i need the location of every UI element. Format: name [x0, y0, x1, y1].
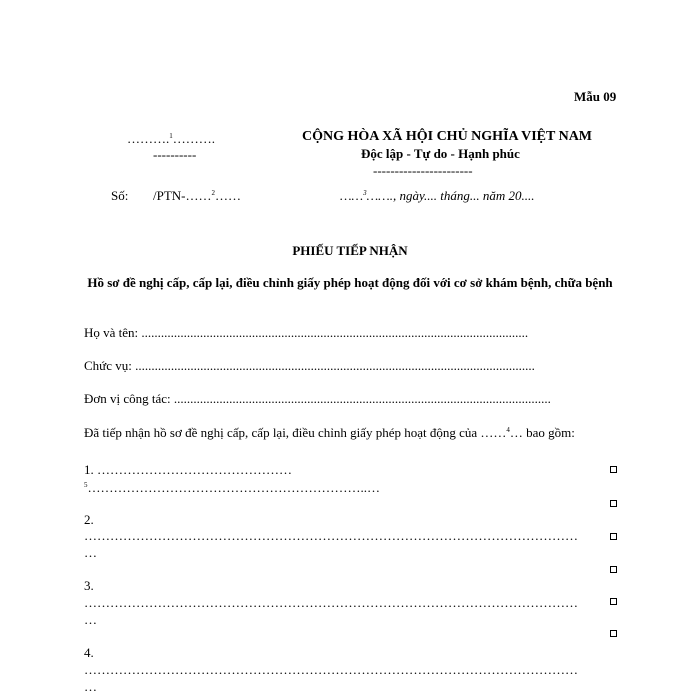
country-name: CỘNG HÒA XÃ HỘI CHỦ NGHĨA VIỆT NAM [302, 129, 593, 144]
document-title: PHIẾU TIẾP NHẬN [292, 243, 408, 258]
number-label: Số: [111, 188, 129, 203]
field-workplace: Đơn vị công tác: .................................................................................................................... [84, 391, 551, 406]
footnote-3: 3 [363, 189, 367, 197]
document-subtitle: Hồ sơ đề nghị cấp, cấp lại, điều chỉnh giấy phép hoạt động đối với cơ sở khám bệnh, chữa bệnh [87, 275, 613, 290]
footnote-2: 2 [211, 189, 215, 197]
list-item-1-line1: 1. ……………………………………… [84, 462, 292, 477]
footnote-4: 4 [506, 426, 510, 434]
list-item-4-line1: …………………………………………………………………………………………………… [84, 662, 578, 677]
date-line: ……$^3$……., ngày.... tháng... năm 20.... [340, 188, 535, 203]
footnote-5: 5 [84, 481, 88, 489]
footnote-1: 1 [169, 132, 173, 140]
checkbox-2[interactable] [610, 500, 617, 507]
motto: Độc lập - Tự do - Hạnh phúc [361, 146, 520, 161]
checkbox-6[interactable] [610, 630, 617, 637]
list-item-3-line2: … [84, 612, 97, 627]
list-item-2-line2: … [84, 545, 97, 560]
list-item-3-line1: …………………………………………………………………………………………………… [84, 595, 578, 610]
received-statement: Đã tiếp nhận hồ sơ đề nghị cấp, cấp lại, điều chỉnh giấy phép hoạt động của ……$^4$… bao gồm: [84, 425, 575, 440]
list-item-4-number: 4. [84, 645, 94, 660]
field-full-name: Họ và tên: ....................................................................................................................... [84, 325, 529, 340]
list-item-2-line1: …………………………………………………………………………………………………… [84, 528, 578, 543]
list-item-3-number: 3. [84, 578, 94, 593]
motto-underline: ----------------------- [373, 163, 473, 178]
checkbox-3[interactable] [610, 533, 617, 540]
list-item-4-line2: … [84, 679, 97, 694]
list-item-2-number: 2. [84, 512, 94, 527]
field-position: Chức vụ: ........................................................................................................................... [84, 358, 535, 373]
checkbox-5[interactable] [610, 598, 617, 605]
list-item-1-line2: $^5$………………………………………………………..… [84, 480, 380, 495]
agency-placeholder: ……….$^1$………. [127, 131, 215, 146]
document-number: /PTN-……$^2$…… [153, 188, 241, 203]
form-code: Mẫu 09 [574, 89, 617, 104]
agency-underline: ---------- [153, 147, 197, 162]
checkbox-4[interactable] [610, 566, 617, 573]
checkbox-1[interactable] [610, 466, 617, 473]
